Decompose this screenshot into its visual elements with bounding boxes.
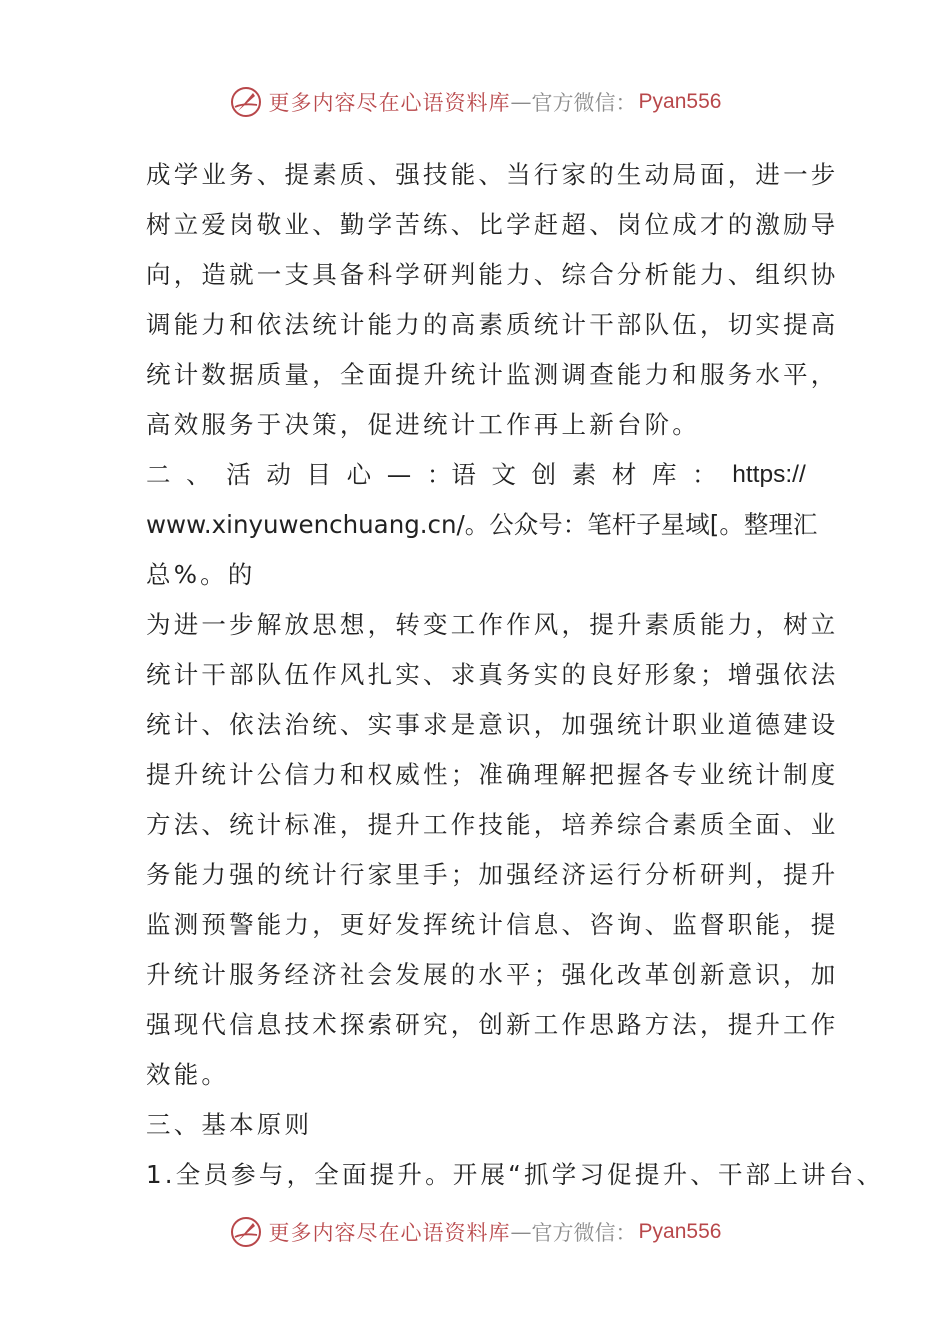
- heading-char: 目: [306, 460, 331, 489]
- body-line: 为进一步解放思想，转变工作作风，提升素质能力，树立: [146, 610, 839, 639]
- section-3-heading: 三、基本原则: [146, 1110, 313, 1139]
- heading-char: ：语: [426, 460, 476, 489]
- body-line: 统计、依法治统、实事求是意识，加强统计职业道德建设: [146, 710, 839, 739]
- section-2-line3: 总%。的: [146, 560, 256, 589]
- heading-char: —: [386, 460, 412, 489]
- body-line: 统计数据质量，全面提升统计监测调查能力和服务水平，: [146, 360, 839, 389]
- heading-char: 创: [531, 460, 557, 489]
- quill-logo-icon: [229, 1215, 263, 1249]
- watermark-main-text: 更多内容尽在心语资料库: [268, 91, 511, 115]
- watermark-separator: —: [510, 1220, 532, 1244]
- body-line: 统计干部队伍作风扎实、求真务实的良好形象；增强依法: [146, 660, 839, 689]
- section-2-heading: [146, 450, 806, 500]
- footer-watermark: [0, 1212, 950, 1252]
- body-line: 向，造就一支具备科学研判能力、综合分析能力、组织协: [146, 260, 839, 289]
- body-line: 树立爱岗敬业、勤学苦练、比学赶超、岗位成才的激励导: [146, 210, 839, 239]
- watermark-label: 官方微信：: [531, 1221, 637, 1245]
- heading-char: 活: [226, 460, 251, 489]
- watermark-wechat-id: Pyan556: [638, 1220, 722, 1243]
- section-2-url-line: www.xinyuwenchuang.cn/。公众号：笔杆子星域[。整理汇: [146, 510, 818, 539]
- quill-logo-icon: [229, 85, 263, 119]
- body-line: 升统计服务经济社会发展的水平；强化改革创新意识，加: [146, 960, 839, 989]
- heading-char: 动: [266, 460, 291, 489]
- watermark-main-text: 更多内容尽在心语资料库: [268, 1221, 511, 1245]
- heading-char: 文: [491, 460, 516, 489]
- header-watermark: [0, 82, 950, 122]
- body-line: 高效服务于决策，促进统计工作再上新台阶。: [146, 410, 700, 439]
- heading-char: 心: [346, 460, 372, 489]
- body-line: 调能力和依法统计能力的高素质统计干部队伍，切实提高: [146, 310, 839, 339]
- item-1-line: 1.全员参与，全面提升。开展“抓学习促提升、干部上讲台、: [146, 1160, 885, 1189]
- document-body: [146, 150, 885, 1200]
- watermark-separator: —: [510, 90, 532, 114]
- body-line: 效能。: [146, 1060, 230, 1089]
- heading-url-start: https://: [732, 461, 806, 488]
- watermark-label: 官方微信：: [531, 91, 637, 115]
- heading-char: 、: [186, 460, 211, 489]
- body-line: 方法、统计标准，提升工作技能，培养综合素质全面、业: [146, 810, 839, 839]
- body-line: 提升统计公信力和权威性；准确理解把握各专业统计制度: [146, 760, 839, 789]
- watermark-wechat-id: Pyan556: [638, 90, 722, 113]
- body-line: 强现代信息技术探索研究，创新工作思路方法，提升工作: [146, 1010, 839, 1039]
- heading-char: 素: [571, 460, 597, 489]
- body-line: 务能力强的统计行家里手；加强经济运行分析研判，提升: [146, 860, 839, 889]
- heading-char: ：: [692, 460, 717, 489]
- heading-char: 库: [652, 460, 677, 489]
- body-line-text: 成学业务、提素质、强技能、当行家的生动局面，进一步: [146, 160, 839, 189]
- heading-char: 二: [146, 460, 171, 489]
- heading-char: 材: [611, 460, 637, 489]
- body-line: 监测预警能力，更好发挥统计信息、咨询、监督职能，提: [146, 910, 839, 939]
- body-line: [146, 150, 839, 200]
